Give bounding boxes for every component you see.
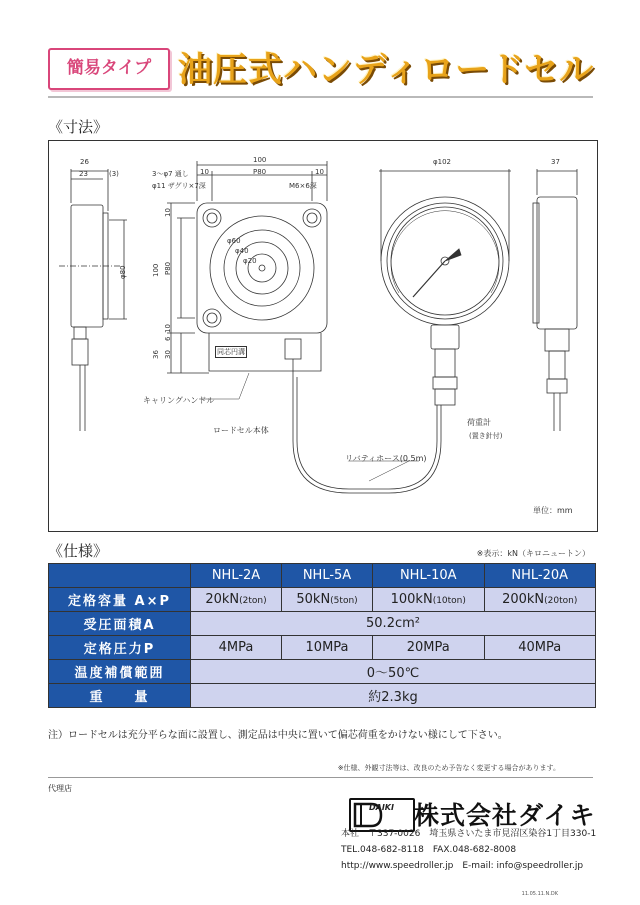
dim-10-right: 10 (315, 168, 324, 176)
dim-m6: M6×6深 (289, 182, 317, 190)
dim-v10a: 10 (164, 208, 172, 217)
dimensions-section-title: 《寸法》 (48, 118, 109, 136)
row-label-pressure: 定格圧力P (49, 636, 191, 660)
company-contact (341, 828, 596, 873)
document-code: 11.05.11.N.DK (521, 891, 558, 897)
dim-v100: 100 (152, 263, 160, 277)
pressure-cell: 10MPa (282, 636, 373, 660)
dim-3: (3) (109, 170, 119, 178)
dim-phi20: φ20 (243, 257, 257, 265)
capacity-cell: 50kN(5ton) (282, 588, 373, 612)
label-gauge: 荷重計 (467, 418, 491, 427)
agent-label: 代理店 (48, 784, 72, 793)
row-label-weight: 重 量 (49, 684, 191, 708)
area-cell: 50.2cm² (191, 612, 596, 636)
pressure-cell: 40MPa (484, 636, 596, 660)
specs-section-title: 《仕様》 (48, 542, 109, 560)
web-email: http://www.speedroller.jp E-mail: info@speedroller.jp (341, 861, 584, 871)
row-label-capacity: 定格容量 A×P (49, 588, 191, 612)
logo-text: DAIKI (369, 803, 394, 812)
temperature-cell: 0～50℃ (191, 660, 596, 684)
weight-cell: 約2.3kg (191, 684, 596, 708)
table-row (49, 588, 596, 612)
header-divider (48, 96, 593, 98)
page-title: 油圧式ハンディロードセル (178, 50, 595, 90)
capacity-cell: 200kN(20ton) (484, 588, 596, 612)
dim-37: 37 (551, 158, 560, 166)
label-gauge-sub: (置き針付) (469, 432, 503, 440)
dim-v10b: 10 (164, 324, 172, 333)
dim-26: 26 (80, 158, 89, 166)
dimension-drawing (48, 140, 598, 532)
install-footnote: 注）ロードセルは充分平らな面に設置し、測定品は中央に置いて偏芯荷重をかけない様にして下さい。 (48, 730, 508, 741)
company-name: 株式会社ダイキ (414, 801, 596, 830)
dim-holes: 3～φ7 通し (152, 170, 189, 178)
row-label-temperature: 温度補償範囲 (49, 660, 191, 684)
table-row (49, 684, 596, 708)
label-hose: リバティホース(0.5m) (345, 454, 427, 463)
dim-v36: 36 (152, 350, 160, 359)
table-header-row (49, 564, 596, 588)
address: 本社 〒337-0026 埼玉県さいたま市見沼区染谷1丁目330-1 (341, 829, 597, 839)
change-note: ※仕様、外観寸法等は、改良のため予告なく変更する場合があります。 (337, 764, 560, 772)
dim-phi60: φ60 (227, 237, 241, 245)
dim-v30: 30 (164, 350, 172, 359)
label-ring-groove: 同芯円溝 (217, 348, 245, 356)
dim-10-left: 10 (200, 168, 209, 176)
dim-phi40: φ40 (235, 247, 249, 255)
label-loadcell-body: ロードセル本体 (213, 426, 269, 435)
dim-p80: P80 (253, 168, 267, 176)
capacity-cell: 20kN(2ton) (191, 588, 282, 612)
model-header: NHL-20A (484, 564, 596, 588)
table-row (49, 636, 596, 660)
drawing-svg (49, 141, 597, 531)
label-carrying-handle: キャリングハンドル (143, 396, 215, 405)
type-badge: 簡易タイプ (48, 48, 170, 90)
model-header: NHL-10A (373, 564, 484, 588)
row-label-area: 受圧面積A (49, 612, 191, 636)
unit-note: ※表示：kN（キロニュートン） (476, 549, 590, 558)
spec-table (48, 563, 596, 708)
dim-v6: 6 (164, 336, 172, 341)
pressure-cell: 20MPa (373, 636, 484, 660)
dim-vp80: P80 (164, 261, 172, 275)
phone-fax: TEL.048-682-8118 FAX.048-682-8008 (341, 845, 517, 855)
dim-phi102: φ102 (433, 158, 451, 166)
unit-label: 単位：mm (533, 506, 573, 515)
table-row (49, 612, 596, 636)
table-corner (49, 564, 191, 588)
model-header: NHL-5A (282, 564, 373, 588)
dim-100: 100 (253, 156, 267, 164)
capacity-cell: 100kN(10ton) (373, 588, 484, 612)
dim-23: 23 (79, 170, 88, 178)
table-row (49, 660, 596, 684)
model-header: NHL-2A (191, 564, 282, 588)
footer-divider (48, 777, 593, 778)
pressure-cell: 4MPa (191, 636, 282, 660)
company-logo (349, 798, 415, 832)
dim-phi80: φ80 (119, 265, 127, 279)
dim-counterbore: φ11 ザグリ×7深 (152, 182, 206, 190)
